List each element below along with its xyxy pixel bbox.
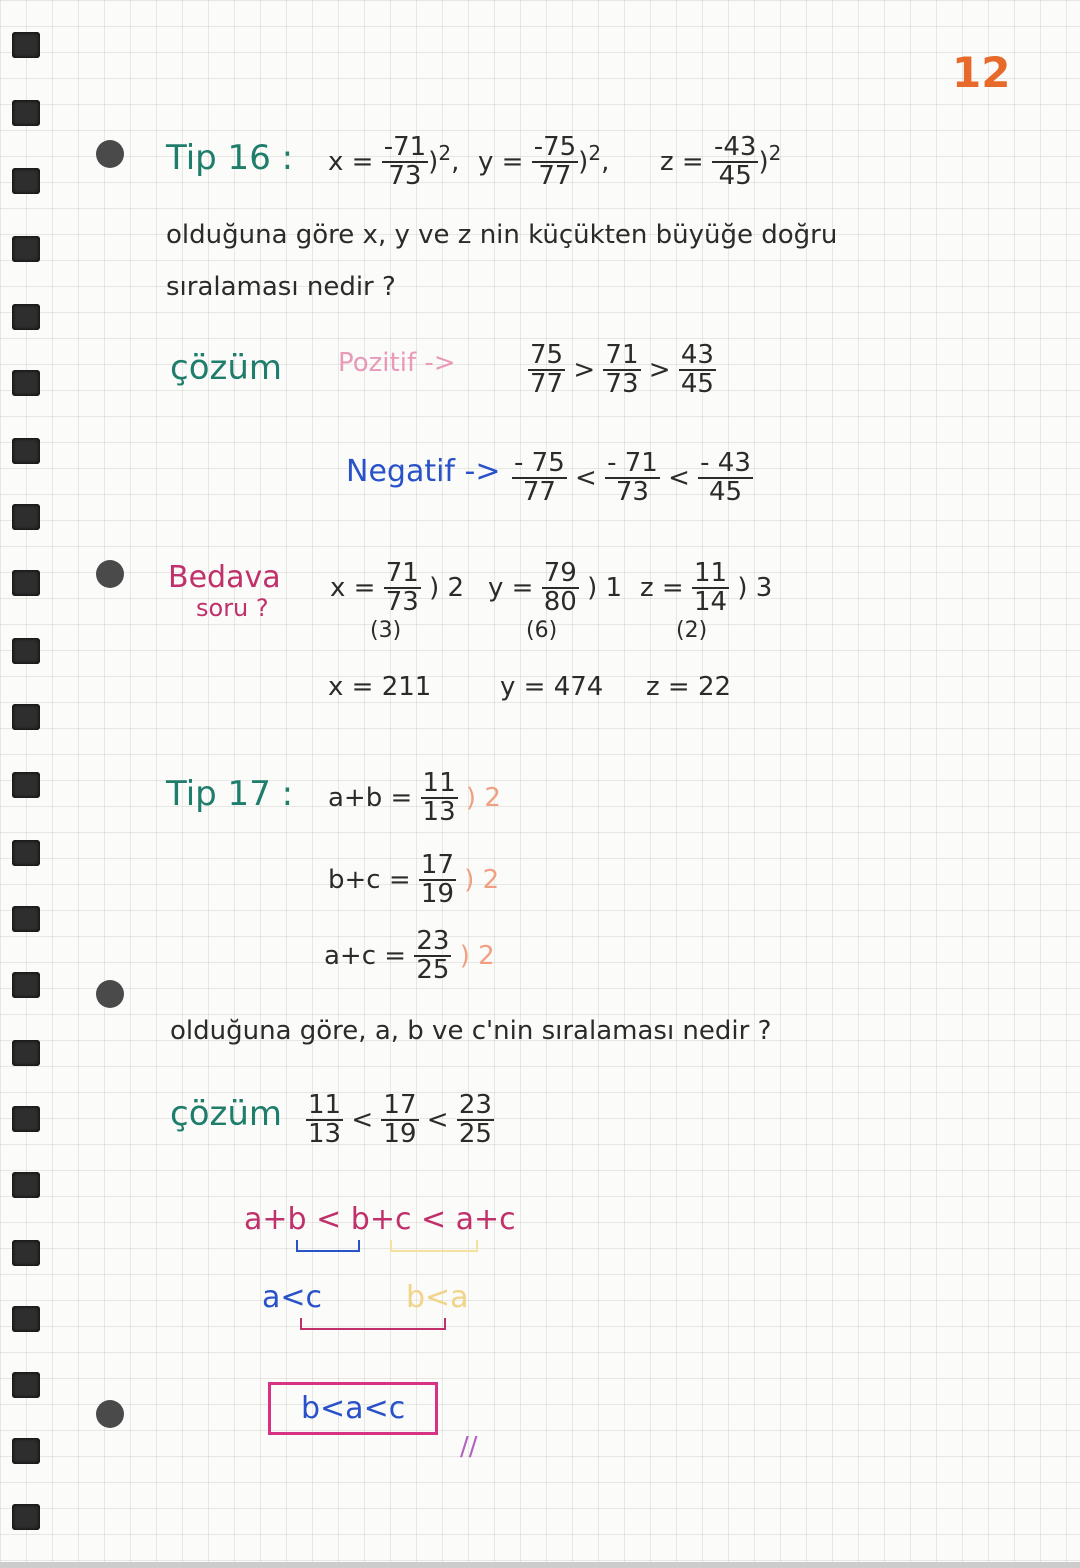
bedava-z <box>640 560 772 617</box>
eq3-den: 25 <box>416 955 450 986</box>
pos-f2-num: 71 <box>605 340 639 370</box>
tip16-question-line2: sıralaması nedir ? <box>166 272 396 302</box>
cozum2-chain: a+b < b+c < a+c <box>244 1202 516 1237</box>
page-number: 12 <box>952 48 1011 97</box>
cozum2-order <box>306 1092 494 1149</box>
bullet-dot <box>96 1400 124 1428</box>
neg-f1-num: - 75 <box>514 448 565 478</box>
lt-sign: < <box>668 462 690 493</box>
final-answer: b<a<c <box>301 1391 406 1426</box>
eq2-num: 17 <box>420 850 454 880</box>
bedava-z-den: 14 <box>693 587 728 618</box>
cozum2-f3-num: 23 <box>458 1090 492 1120</box>
z-numerator: -43 <box>713 132 757 162</box>
eq1-num: 11 <box>422 768 456 798</box>
cozum2-f2-den: 19 <box>383 1119 417 1150</box>
cozum2-f3-den: 25 <box>458 1119 492 1150</box>
cozum2-f1-num: 11 <box>308 1090 342 1120</box>
x-power: 2 <box>438 141 452 166</box>
negatif-label <box>346 454 501 489</box>
end-mark: // <box>460 1432 478 1462</box>
pos-f3-den: 45 <box>680 369 714 400</box>
bedava-x <box>330 560 464 617</box>
cozum1-label: çözüm <box>170 348 283 388</box>
bracket-bc-ac <box>390 1240 478 1252</box>
bullet-dot <box>96 140 124 168</box>
tip17-question: olduğuna göre, a, b ve c'nin sıralaması nedir ? <box>170 1016 772 1046</box>
final-answer-box <box>268 1382 438 1435</box>
y-lhs: y = <box>478 146 524 177</box>
bedava-z-result: z = 22 <box>646 672 732 702</box>
bedava-label-line1: Bedava <box>168 560 281 595</box>
pozitif-label <box>338 348 456 378</box>
tip16-y-equation: y = $\frac{-75}{77}$ )$^2$, <box>478 132 610 192</box>
tip17-eq3 <box>324 928 495 985</box>
gt-sign: > <box>573 354 596 385</box>
bedava-y-result: y = 474 <box>500 672 604 702</box>
page-bottom-edge <box>0 1562 1080 1568</box>
negatif-order <box>512 450 753 507</box>
pozitif-text: Pozitif <box>338 348 417 378</box>
eq3-lhs: a+c = <box>324 940 407 971</box>
bedava-y-mult: ) 1 <box>587 572 623 603</box>
z-lhs: z = <box>660 146 704 177</box>
bedava-z-note: (2) <box>676 618 708 643</box>
result-a-lt-c: a<c <box>262 1280 323 1315</box>
neg-f3-num: - 43 <box>700 448 751 478</box>
bedava-y-num: 79 <box>543 558 577 588</box>
bedava-y <box>488 560 622 617</box>
bedava-y-den: 80 <box>543 587 577 618</box>
bedava-x-mult: ) 2 <box>429 572 465 603</box>
bedava-z-mult: ) 3 <box>737 572 773 603</box>
eq2-mult: ) 2 <box>464 864 500 895</box>
z-denominator: 45 <box>718 161 752 192</box>
bedava-z-lhs: z = <box>640 572 684 603</box>
y-power: 2 <box>588 141 602 166</box>
cozum2-f1-den: 13 <box>308 1119 342 1150</box>
eq1-lhs: a+b = <box>328 782 413 813</box>
eq1-mult: ) 2 <box>465 782 501 813</box>
binder-holes <box>0 0 60 1568</box>
tip17-label: Tip 17 : <box>166 774 294 814</box>
negatif-arrow: -> <box>464 454 501 489</box>
bracket-combined <box>300 1318 446 1330</box>
tip16-question-line1: olduğuna göre x, y ve z nin küçükten büyüğe doğru <box>166 220 838 250</box>
eq3-num: 23 <box>416 926 450 956</box>
neg-f3-den: 45 <box>708 477 743 508</box>
z-power: 2 <box>768 141 782 166</box>
tip16-x-equation: x = $\frac{-71}{73}$ )$^2$, <box>328 132 460 192</box>
bullet-dot <box>96 980 124 1008</box>
tip16-z-equation: z = $\frac{-43}{45}$ )$^2$ <box>660 132 782 192</box>
pos-f1-den: 77 <box>530 369 564 400</box>
pos-f1-num: 75 <box>530 340 564 370</box>
bracket-ab-bc <box>296 1240 360 1252</box>
bedava-y-note: (6) <box>526 618 558 643</box>
negatif-text: Negatif <box>346 454 455 489</box>
x-denominator: 73 <box>388 161 422 192</box>
lt-sign: < <box>351 1104 374 1135</box>
tip16-label: Tip 16 : <box>166 138 294 178</box>
pozitif-arrow: -> <box>424 348 456 378</box>
gt-sign: > <box>648 354 671 385</box>
bedava-label-line2: soru ? <box>196 594 269 622</box>
tip17-eq2 <box>328 852 499 909</box>
neg-f2-num: - 71 <box>607 448 658 478</box>
eq3-mult: ) 2 <box>459 940 495 971</box>
eq2-lhs: b+c = <box>328 864 411 895</box>
neg-f1-den: 77 <box>522 477 556 508</box>
pos-f2-den: 73 <box>605 369 639 400</box>
eq1-den: 13 <box>422 797 456 828</box>
bedava-x-lhs: x = <box>330 572 376 603</box>
cozum2-f2-num: 17 <box>383 1090 417 1120</box>
bullet-dot <box>96 560 124 588</box>
bedava-x-num: 71 <box>385 558 419 588</box>
cozum2-label: çözüm <box>170 1094 283 1134</box>
lt-sign: < <box>575 462 597 493</box>
pozitif-order <box>528 342 716 399</box>
x-lhs: x = <box>328 146 374 177</box>
pos-f3-num: 43 <box>680 340 714 370</box>
x-numerator: -71 <box>383 132 427 162</box>
neg-f2-den: 73 <box>615 477 649 508</box>
result-b-lt-a: b<a <box>406 1280 469 1315</box>
lt-sign: < <box>426 1104 449 1135</box>
y-numerator: -75 <box>533 132 577 162</box>
bedava-x-result: x = 211 <box>328 672 432 702</box>
tip17-eq1 <box>328 770 501 827</box>
bedava-x-note: (3) <box>370 618 402 643</box>
y-denominator: 77 <box>538 161 572 192</box>
bedava-x-den: 73 <box>385 587 419 618</box>
bedava-z-num: 11 <box>693 558 728 588</box>
bedava-y-lhs: y = <box>488 572 534 603</box>
eq2-den: 19 <box>420 879 454 910</box>
